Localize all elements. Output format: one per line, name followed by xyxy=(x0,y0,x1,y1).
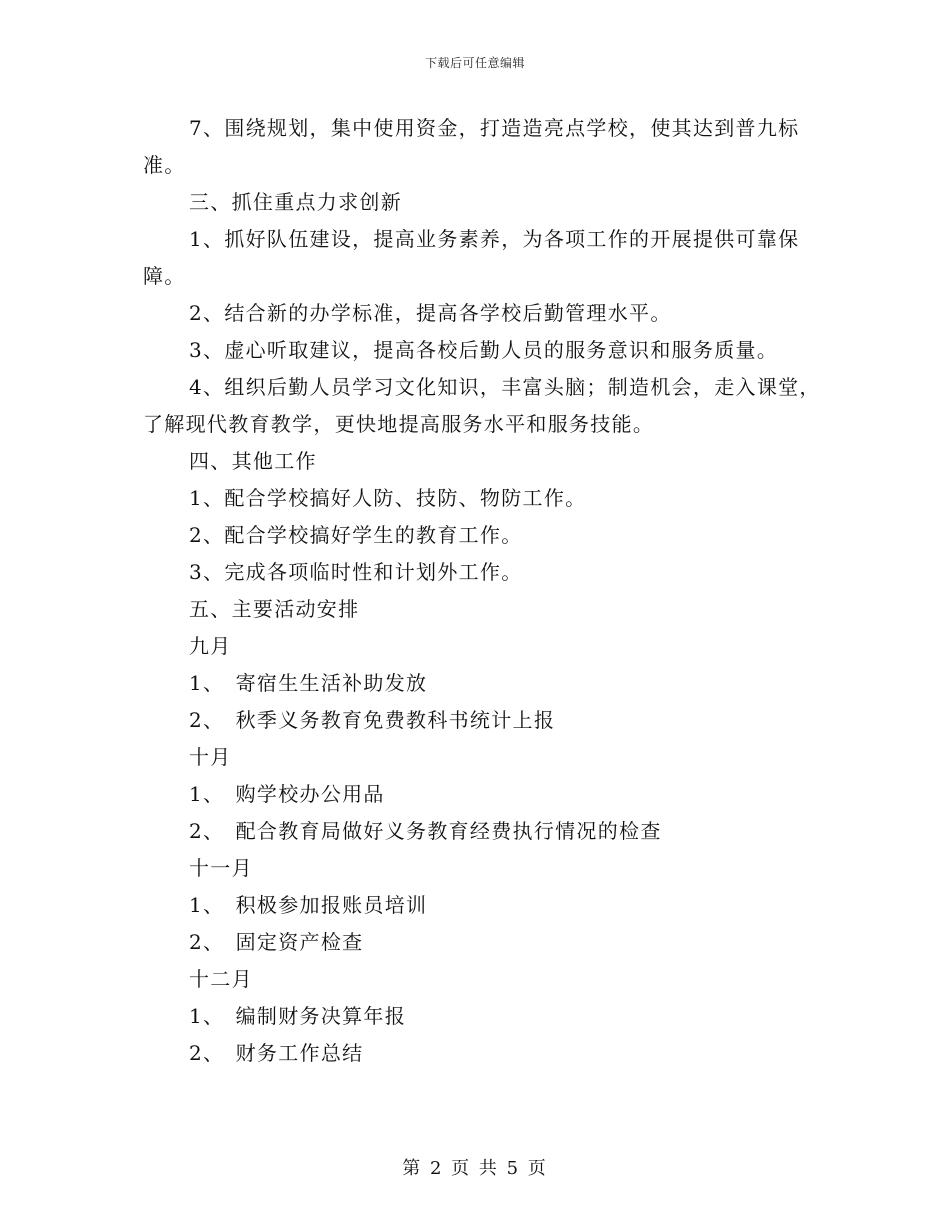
list-item: 2、 秋季义务教育免费教科书统计上报 xyxy=(189,708,556,732)
list-item: 1、 编制财务决算年报 xyxy=(189,1004,407,1028)
section-heading: 四、其他工作 xyxy=(189,449,317,473)
paragraph: 3、完成各项临时性和计划外工作。 xyxy=(189,560,523,584)
paragraph: 3、虚心听取建议，提高各校后勤人员的服务意识和服务质量。 xyxy=(189,338,779,362)
month-heading: 十二月 xyxy=(189,967,253,991)
month-heading: 十月 xyxy=(189,745,232,769)
paragraph: 1、配合学校搞好人防、技防、物防工作。 xyxy=(189,486,587,510)
month-heading: 十一月 xyxy=(189,856,253,880)
page-footer: 第 2 页 共 5 页 xyxy=(402,1158,548,1179)
paragraph: 1、抓好队伍建设，提高业务素养，为各项工作的开展提供可靠保障。 xyxy=(143,227,800,288)
paragraph: 2、配合学校搞好学生的教育工作。 xyxy=(189,523,523,547)
paragraph: 7、围绕规划，集中使用资金，打造造亮点学校，使其达到普九标准。 xyxy=(143,116,800,177)
list-item: 2、 财务工作总结 xyxy=(189,1041,364,1065)
page-header: 下载后可任意编辑 xyxy=(424,56,525,70)
document-body xyxy=(143,110,823,1072)
paragraph: 4、组织后勤人员学习文化知识，丰富头脑；制造机会，走入课堂，了解现代教育教学，更快地提高服务水平和服务技能。 xyxy=(143,375,821,436)
paragraph: 2、结合新的办学标准，提高各学校后勤管理水平。 xyxy=(189,301,672,325)
section-heading: 三、抓住重点力求创新 xyxy=(189,190,402,214)
list-item: 1、 购学校办公用品 xyxy=(189,782,385,806)
month-heading: 九月 xyxy=(189,634,232,658)
list-item: 1、 寄宿生生活补助发放 xyxy=(189,671,428,695)
list-item: 2、 固定资产检查 xyxy=(189,930,364,954)
list-item: 2、 配合教育局做好义务教育经费执行情况的检查 xyxy=(189,819,662,843)
list-item: 1、 积极参加报账员培训 xyxy=(189,893,428,917)
section-heading: 五、主要活动安排 xyxy=(189,597,360,621)
